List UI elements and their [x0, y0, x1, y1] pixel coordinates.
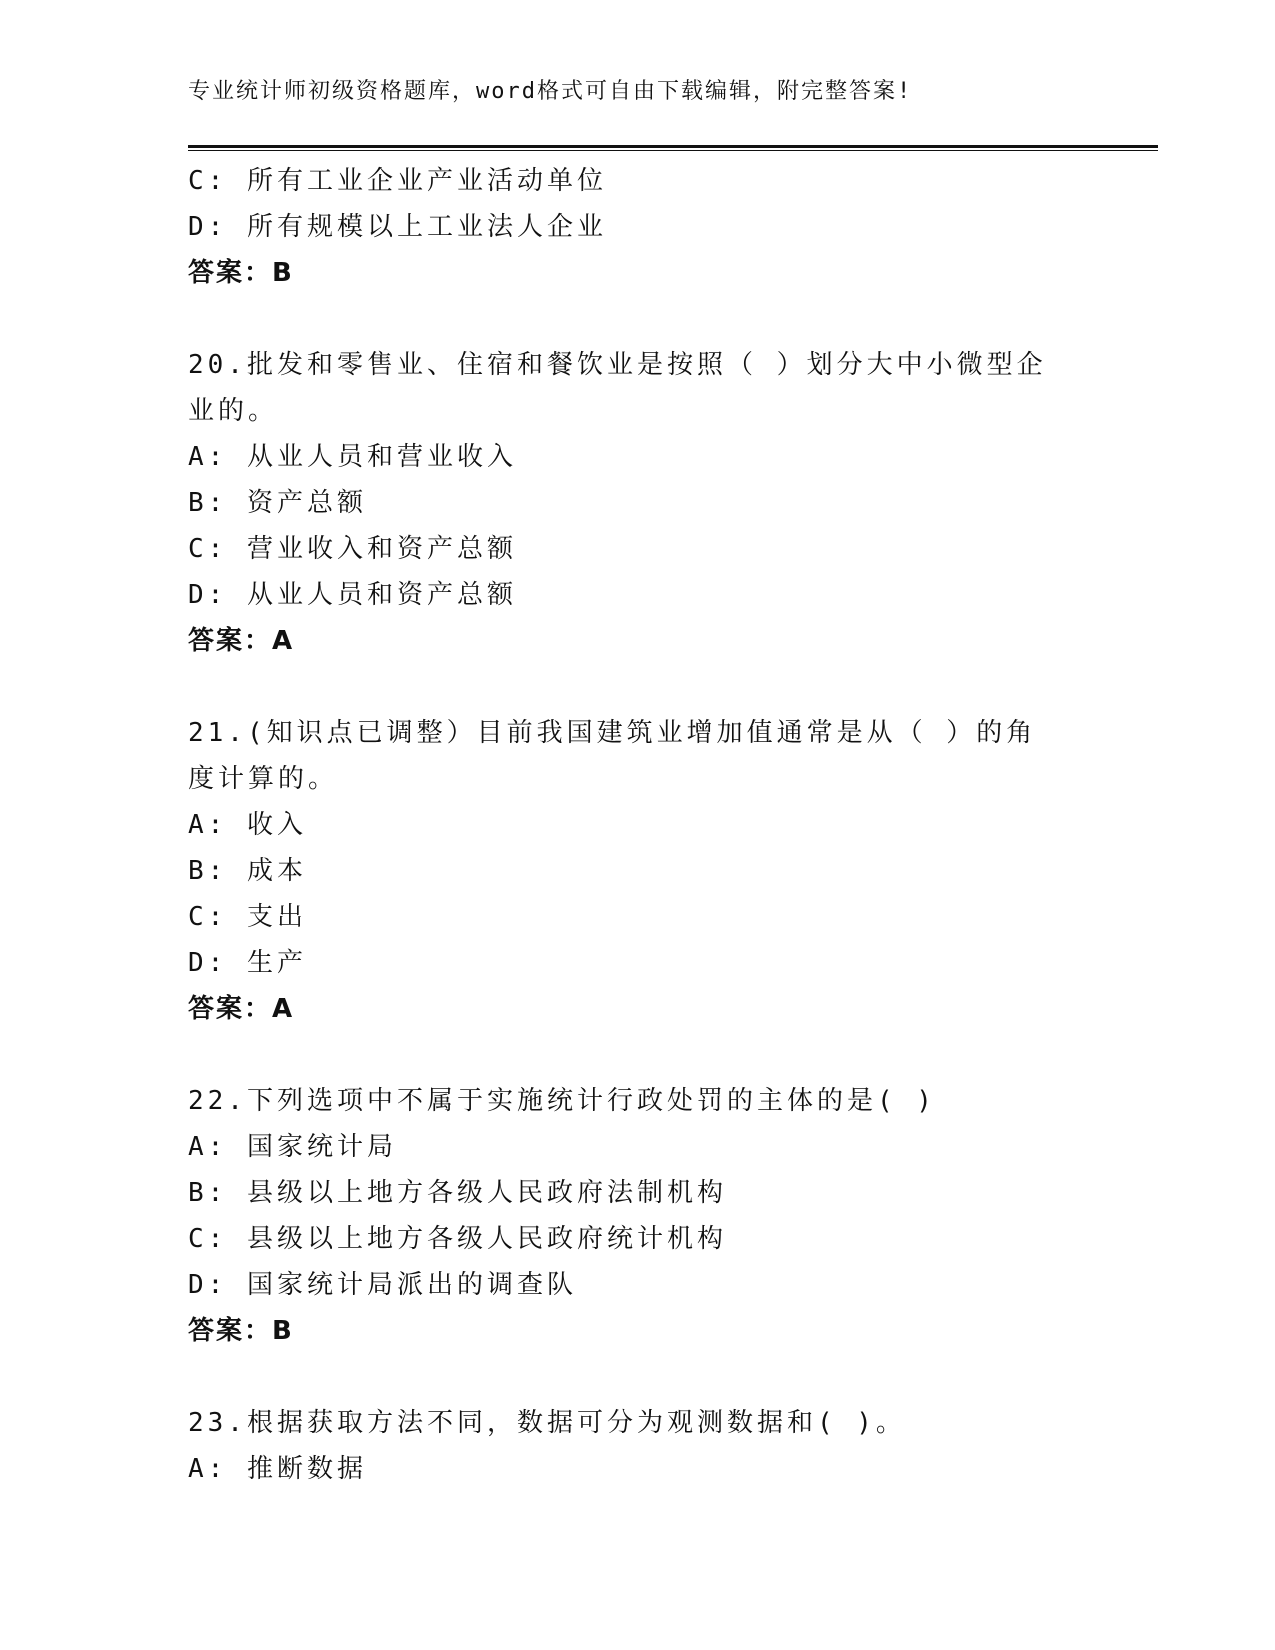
- answer: 答案：B: [188, 1316, 294, 1346]
- question-21: [188, 710, 1088, 1032]
- option-d: D: 生产: [188, 948, 307, 978]
- page-header: 专业统计师初级资格题库，word格式可自由下载编辑，附完整答案!: [188, 79, 913, 104]
- header-rule-thin: [188, 150, 1158, 151]
- option-b: B: 县级以上地方各级人民政府法制机构: [188, 1178, 727, 1208]
- option-a: A: 国家统计局: [188, 1132, 397, 1162]
- question-19-tail: [188, 158, 1088, 296]
- option-c: C: 县级以上地方各级人民政府统计机构: [188, 1224, 727, 1254]
- question-stem: 23.根据获取方法不同，数据可分为观测数据和( )。: [188, 1408, 906, 1438]
- option-d: D: 国家统计局派出的调查队: [188, 1270, 577, 1300]
- question-stem: 21.(知识点已调整）目前我国建筑业增加值通常是从（ ）的角: [188, 718, 1037, 748]
- question-stem: 22.下列选项中不属于实施统计行政处罚的主体的是( ): [188, 1086, 936, 1116]
- question-23: [188, 1400, 1088, 1492]
- option-c: C: 所有工业企业产业活动单位: [188, 166, 607, 196]
- question-22: [188, 1078, 1088, 1354]
- option-d: D: 所有规模以上工业法人企业: [188, 212, 607, 242]
- answer: 答案：A: [188, 994, 295, 1024]
- option-c: C: 支出: [188, 902, 307, 932]
- option-a: A: 从业人员和营业收入: [188, 442, 517, 472]
- question-stem-cont: 业的。: [188, 396, 279, 426]
- question-stem-cont: 度计算的。: [188, 764, 339, 794]
- question-20: [188, 342, 1088, 664]
- option-b: B: 成本: [188, 856, 307, 886]
- option-a: A: 收入: [188, 810, 307, 840]
- question-list: [188, 158, 1088, 1492]
- answer: 答案：A: [188, 626, 295, 656]
- option-c: C: 营业收入和资产总额: [188, 534, 517, 564]
- answer: 答案：B: [188, 258, 294, 288]
- option-a: A: 推断数据: [188, 1454, 367, 1484]
- option-d: D: 从业人员和资产总额: [188, 580, 517, 610]
- option-b: B: 资产总额: [188, 488, 367, 518]
- question-stem: 20.批发和零售业、住宿和餐饮业是按照（ ）划分大中小微型企: [188, 350, 1047, 380]
- header-rule-thick: [188, 145, 1158, 148]
